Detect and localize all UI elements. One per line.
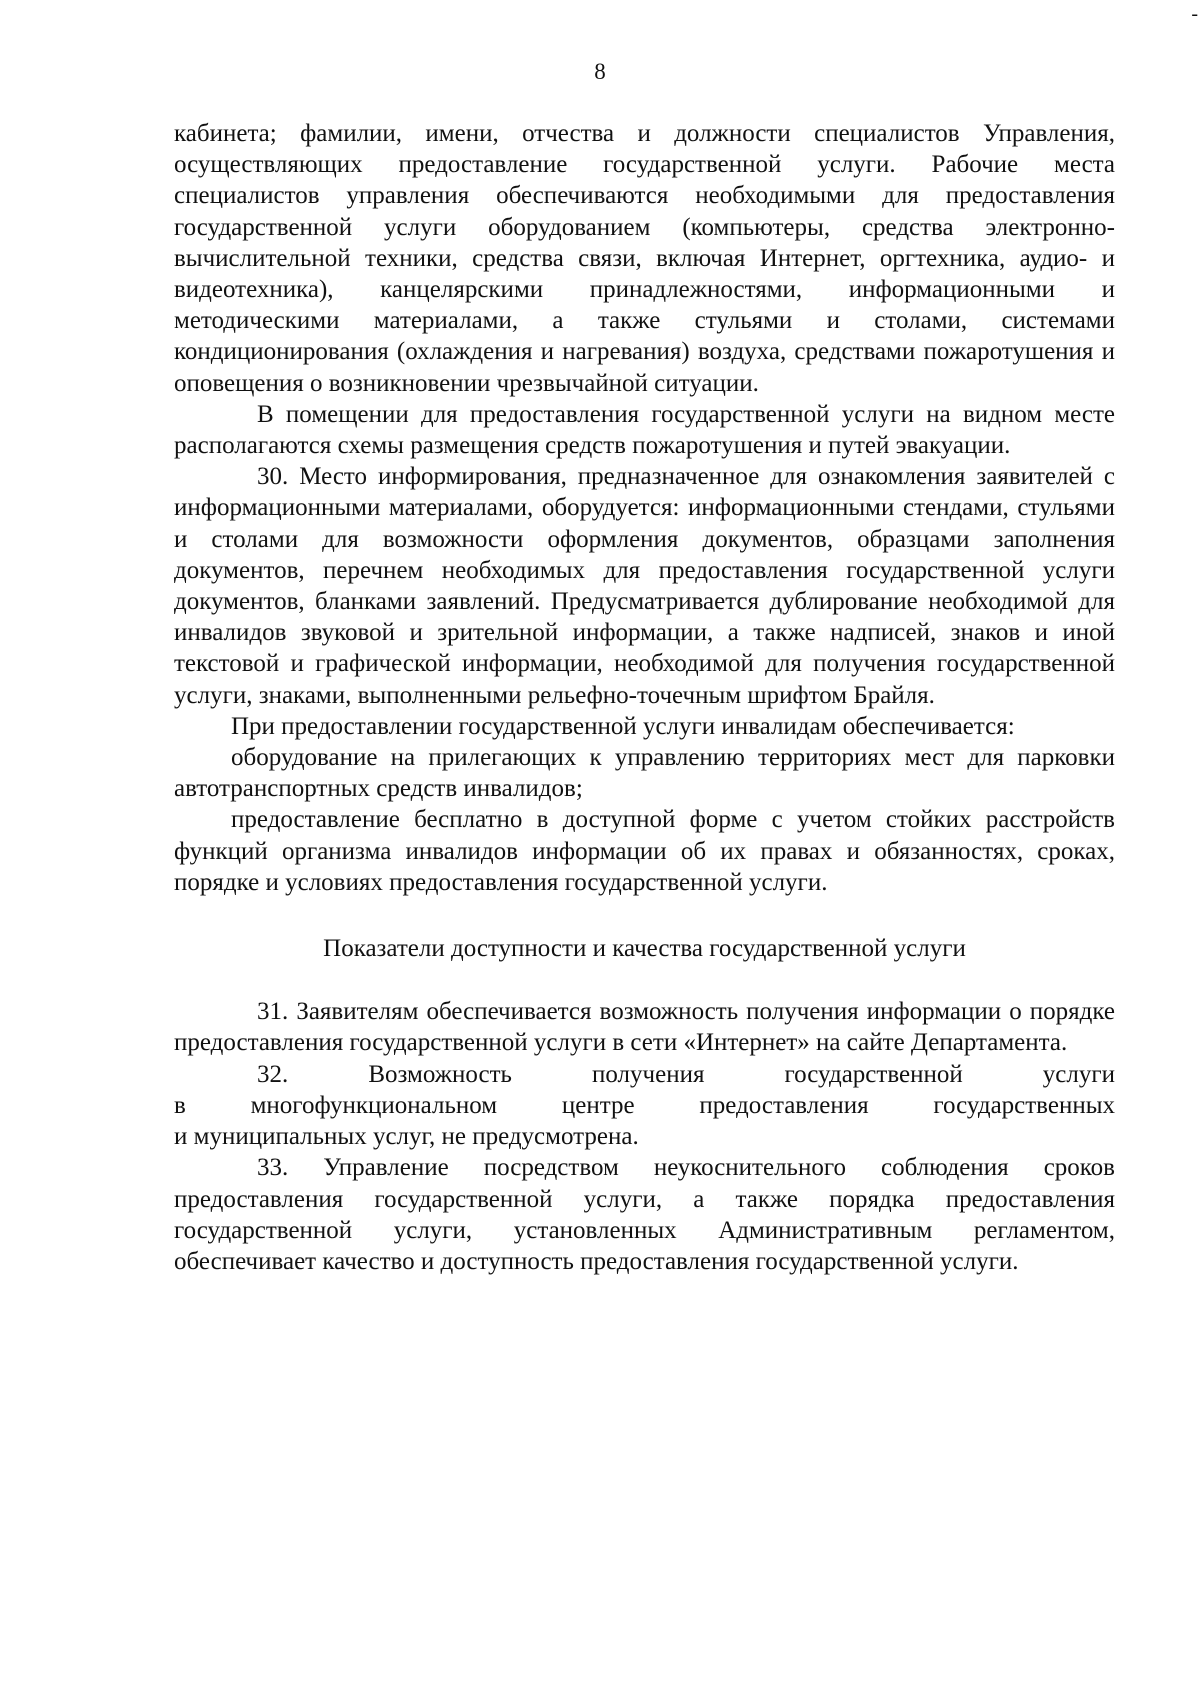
paragraph-evacuation-schemes: В помещении для предоставления государственной услуги на видном месте располагаются схемы размещения средств пожаротушения и путей эвакуации. xyxy=(174,400,1115,460)
document-body xyxy=(174,118,1115,1277)
corner-mark: - xyxy=(1191,3,1198,25)
paragraph-item-31: 31. Заявителям обеспечивается возможность получения информации о порядке предоставления государственной услуги в сети «Интернет» на сайте Департамента. xyxy=(174,998,1115,1057)
paragraph-item-32-line-2: в многофункциональном центре предоставления государственных xyxy=(174,1091,1115,1119)
paragraph-parking: оборудование на прилегающих к управлению территориях мест для парковки автотранспортных средств инвалидов; xyxy=(174,744,1115,803)
paragraph-item-32-line-3: и муниципальных услуг, не предусмотрена. xyxy=(174,1123,639,1151)
paragraph-free-information: предоставление бесплатно в доступной форме с учетом стойких расстройств функций организма инвалидов информации об их правах и обязанностях, сроках, порядке и условиях предоставления государственной услуги. xyxy=(174,806,1115,896)
paragraph-item-33: 33. Управление посредством неукоснительного соблюдения сроков предоставления государственной услуги, а также порядка предоставления государственной услуги, установленных Административным регламентом, обеспечивает качество и доступность предоставления государственной услуги. xyxy=(174,1154,1115,1275)
paragraph-item-30: 30. Место информирования, предназначенное для ознакомления заявителей с информационными материалами, оборудуется: информационными стендами, стульями и столами для возможности оформления документов, образцами заполнения документов, перечнем необходимых для предоставления государственной услуги документов, бланками заявлений. Предусматривается дублирование необходимой для инвалидов звуковой и зрительной информации, а также надписей, знаков и иной текстовой и графической информации, необходимой для получения государственной услуги, знаками, выполненными рельефно-точечным шрифтом Брайля. xyxy=(174,463,1115,709)
paragraph-item-32-line-1: 32. Возможность получения государственной услуги xyxy=(257,1060,1115,1088)
paragraph-continuation: кабинета; фамилии, имени, отчества и должности специалистов Управления, осуществляющих предоставление государственной услуги. Рабочие места специалистов управления обеспечиваются необходимыми для предоставления государственной услуги оборудованием (компьютеры, средства электронно- вычислительной техники, средства связи, включая Интернет, оргтехника, аудио- и видеотехника), канцелярскими принадлежностями, информационными и методическими материалами, а также стульями и столами, системами кондиционирования (охлаждения и нагревания) воздуха, средствами пожаротушения и оповещения о возникновении чрезвычайной ситуации. xyxy=(174,120,1115,397)
paragraph-disabled-provision: При предоставлении государственной услуги инвалидам обеспечивается: xyxy=(231,712,1015,740)
page-number: 8 xyxy=(594,59,606,84)
section-heading: Показатели доступности и качества государственной услуги xyxy=(323,935,966,963)
